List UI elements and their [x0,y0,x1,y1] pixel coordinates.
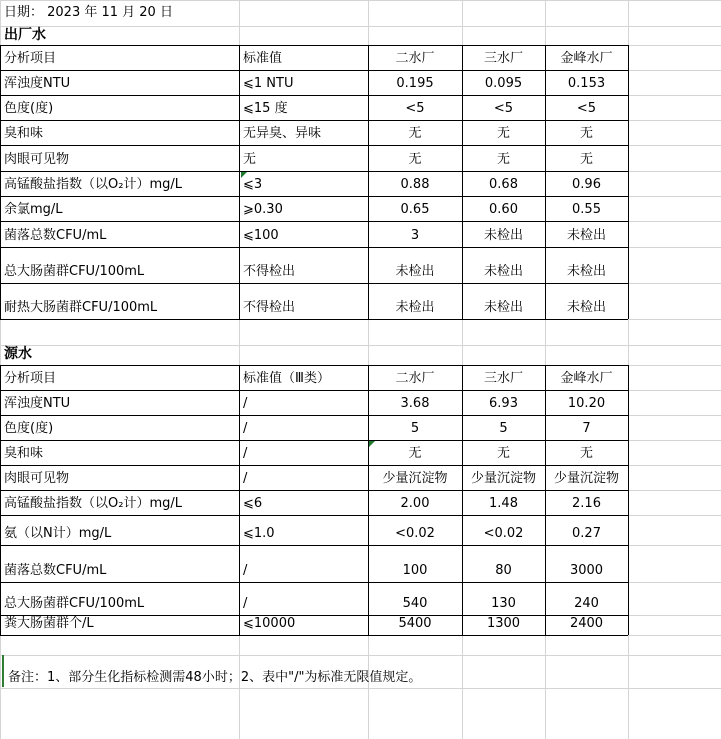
plant-value-cell[interactable]: 0.65 [400,202,430,217]
standard-value-cell[interactable]: / [243,396,248,411]
plant-value-cell[interactable]: <0.02 [483,526,524,541]
plant-value-cell[interactable]: 未检出 [566,300,606,315]
plant-value-cell[interactable]: 7 [582,421,591,436]
plant-value-cell[interactable]: 3.68 [400,396,430,411]
standard-value-cell[interactable]: / [243,421,248,436]
standard-value-cell[interactable]: 不得检出 [243,264,296,279]
plant-value-cell[interactable]: 1300 [486,616,521,631]
plant-value-cell[interactable]: 未检出 [566,228,606,243]
plant-value-cell[interactable]: 1.48 [489,496,518,511]
section-title[interactable]: 源水 [4,346,32,362]
plant-value-cell[interactable]: 无 [408,446,422,461]
cell-comment-marker [369,441,375,447]
item-name-cell[interactable]: 臭和味 [4,126,44,141]
standard-value-cell[interactable]: ⩽100 [243,228,279,243]
item-name-cell[interactable]: 氨（以N计）mg/L [4,526,112,541]
plant-value-cell[interactable]: 130 [491,596,516,611]
standard-value-cell[interactable]: / [243,563,248,578]
plant-value-cell[interactable]: 0.27 [572,526,601,541]
plant-value-cell[interactable]: 未检出 [483,228,523,243]
standard-value-cell[interactable]: / [243,471,248,486]
item-name-cell[interactable]: 总大肠菌群CFU/100mL [4,596,145,611]
column-header[interactable]: 标准值 [243,51,283,66]
standard-value-cell[interactable]: / [243,446,248,461]
column-header[interactable]: 金峰水厂 [560,51,613,66]
plant-value-cell[interactable]: 6.93 [489,396,518,411]
item-name-cell[interactable]: 肉眼可见物 [4,152,70,167]
plant-value-cell[interactable]: 少量沉淀物 [553,471,619,486]
selected-cell-indicator [2,655,4,687]
plant-value-cell[interactable]: 无 [579,446,593,461]
item-name-cell[interactable]: 耐热大肠菌群CFU/100mL [4,300,158,315]
plant-value-cell[interactable]: <5 [576,101,597,116]
cell-comment-marker [241,172,247,178]
column-header[interactable]: 三水厂 [483,371,523,386]
standard-value-cell[interactable]: ⩾0.30 [243,202,283,217]
plant-value-cell[interactable]: 未检出 [395,300,435,315]
item-name-cell[interactable]: 高锰酸盐指数（以O₂计）mg/L [4,177,182,192]
column-header[interactable]: 二水厂 [395,371,435,386]
item-name-cell[interactable]: 臭和味 [4,446,44,461]
item-name-cell[interactable]: 高锰酸盐指数（以O₂计）mg/L [4,496,182,511]
item-name-cell[interactable]: 色度(度) [4,101,54,116]
plant-value-cell[interactable]: 无 [579,152,593,167]
plant-value-cell[interactable]: 少量沉淀物 [470,471,536,486]
plant-value-cell[interactable]: 少量沉淀物 [382,471,448,486]
standard-value-cell[interactable]: ⩽1.0 [243,526,275,541]
plant-value-cell[interactable]: 未检出 [566,264,606,279]
plant-value-cell[interactable]: 2.00 [400,496,430,511]
plant-value-cell[interactable]: 0.88 [400,177,430,192]
item-name-cell[interactable]: 菌落总数CFU/mL [4,228,107,243]
column-header[interactable]: 三水厂 [483,51,523,66]
item-name-cell[interactable]: 色度(度) [4,421,54,436]
plant-value-cell[interactable]: <5 [493,101,514,116]
remarks-note[interactable]: 备注：1、部分生化指标检测需48小时；2、表中"/"为标准无限值规定。 [8,670,422,685]
plant-value-cell[interactable]: <5 [405,101,425,116]
plant-value-cell[interactable]: 未检出 [483,300,523,315]
standard-value-cell[interactable]: ⩽6 [243,496,263,511]
column-header[interactable]: 二水厂 [395,51,435,66]
plant-value-cell[interactable]: 无 [408,152,422,167]
plant-value-cell[interactable]: 无 [496,126,510,141]
plant-value-cell[interactable]: 0.153 [567,76,606,91]
plant-value-cell[interactable]: 无 [408,126,422,141]
item-name-cell[interactable]: 菌落总数CFU/mL [4,563,107,578]
plant-value-cell[interactable]: 80 [495,563,512,578]
column-header[interactable]: 分析项目 [4,51,57,66]
standard-value-cell[interactable]: 不得检出 [243,300,296,315]
item-name-cell[interactable]: 粪大肠菌群个/L [4,616,94,631]
plant-value-cell[interactable]: 无 [496,152,510,167]
plant-value-cell[interactable]: 5 [499,421,508,436]
standard-value-cell[interactable]: ⩽10000 [243,616,296,631]
plant-value-cell[interactable]: 无 [579,126,593,141]
plant-value-cell[interactable]: 0.68 [489,177,518,192]
plant-value-cell[interactable]: 未检出 [483,264,523,279]
column-header[interactable]: 标准值（Ⅲ类） [243,371,330,386]
standard-value-cell[interactable]: 无 [243,152,257,167]
standard-value-cell[interactable]: ⩽1 NTU [243,76,294,91]
plant-value-cell[interactable]: 10.20 [567,396,606,411]
column-header[interactable]: 分析项目 [4,371,57,386]
plant-value-cell[interactable]: 3 [410,228,420,243]
standard-value-cell[interactable]: / [243,596,248,611]
plant-value-cell[interactable]: 0.195 [396,76,434,91]
column-header[interactable]: 金峰水厂 [560,371,613,386]
item-name-cell[interactable]: 浑浊度NTU [4,76,71,91]
plant-value-cell[interactable]: 0.96 [572,177,601,192]
plant-value-cell[interactable]: 240 [574,596,599,611]
plant-value-cell[interactable]: 100 [402,563,428,578]
plant-value-cell[interactable]: 无 [496,446,510,461]
plant-value-cell[interactable]: 3000 [569,563,604,578]
section-title[interactable]: 出厂水 [4,27,46,43]
plant-value-cell[interactable]: 5400 [398,616,432,631]
standard-value-cell[interactable]: ⩽15 度 [243,101,288,116]
plant-value-cell[interactable]: 0.60 [489,202,518,217]
plant-value-cell[interactable]: 0.095 [484,76,523,91]
plant-value-cell[interactable]: 未检出 [395,264,435,279]
plant-value-cell[interactable]: 2400 [569,616,604,631]
plant-value-cell[interactable]: 0.55 [572,202,601,217]
item-name-cell[interactable]: 浑浊度NTU [4,396,71,411]
standard-value-cell[interactable]: ⩽3 [243,177,263,192]
item-name-cell[interactable]: 余氯mg/L [4,202,63,217]
plant-value-cell[interactable]: <0.02 [395,526,435,541]
standard-value-cell[interactable]: 无异臭、异味 [243,126,322,141]
plant-value-cell[interactable]: 540 [402,596,428,611]
item-name-cell[interactable]: 总大肠菌群CFU/100mL [4,264,145,279]
date-line[interactable]: 日期： 2023 年 11 月 20 日 [4,5,173,20]
plant-value-cell[interactable]: 5 [410,421,420,436]
plant-value-cell[interactable]: 2.16 [572,496,601,511]
item-name-cell[interactable]: 肉眼可见物 [4,471,70,486]
